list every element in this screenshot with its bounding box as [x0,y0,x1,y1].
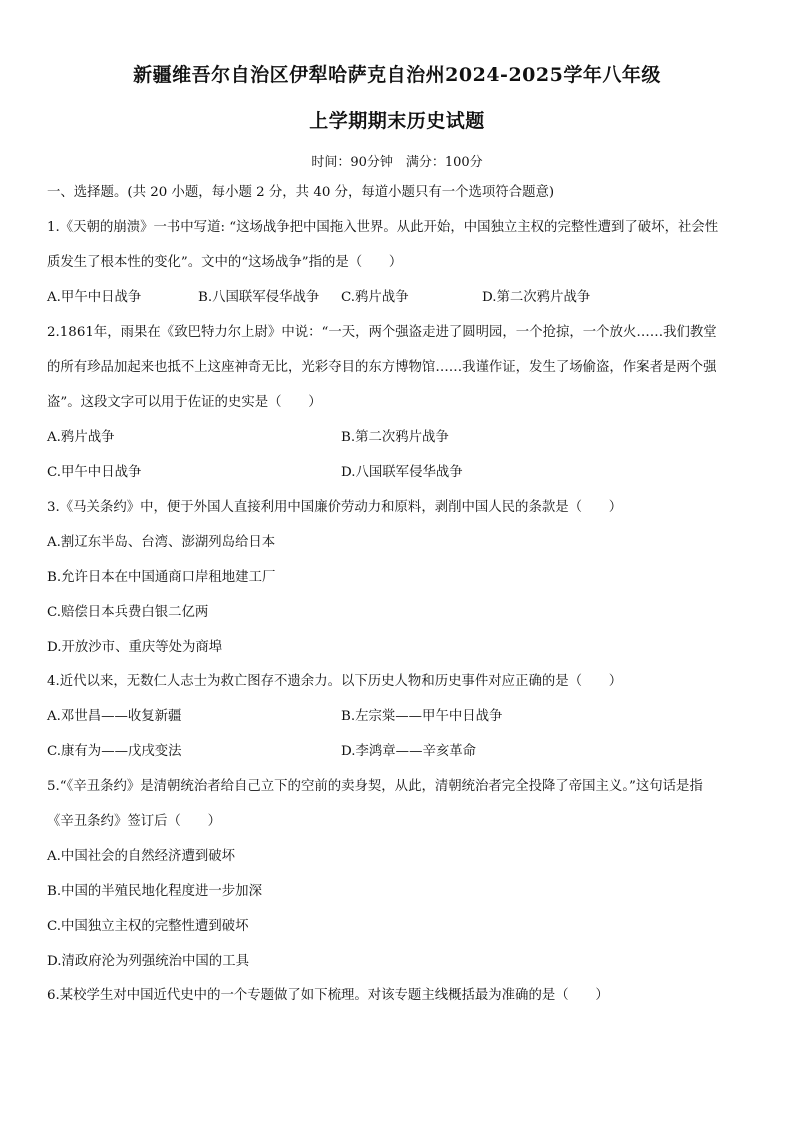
exam-title-line2: 上学期期末历史试题 [309,110,485,132]
question-3-option-a: A.割辽东半岛、台湾、澎湖列岛给日本 [47,535,276,550]
question-4-option-d: D.李鸿章——辛亥革命 [341,744,477,759]
section-heading: 一、选择题。(共 20 小题，每小题 2 分，共 40 分，每道小题只有一个选项符合题意) [47,185,555,200]
question-2-option-d: D.八国联军侵华战争 [341,465,463,480]
question-1-option-a: A.甲午中日战争 [47,290,142,305]
question-1-line-1: 1.《天朝的崩溃》一书中写道: “这场战争把中国拖入世界。从此开始，中国独立主权的完整性遭到了破坏，社会性 [47,220,719,235]
question-5-line-2: 《辛丑条约》签订后（ ） [47,814,222,829]
question-3-line-1: 3.《马关条约》中，便于外国人直接利用中国廉价劳动力和原料，剥削中国人民的条款是（ ） [47,500,623,515]
question-2-line-2: 的所有珍品加起来也抵不上这座神奇无比，光彩夺目的东方博物馆……我谨作证，发生了场偷盗，作案者是两个强 [47,360,717,375]
question-2-line-3: 盗”。这段文字可以用于佐证的史实是（ ） [47,395,322,410]
question-4-line-1: 4.近代以来，无数仁人志士为救亡图存不遗余力。以下历史人物和历史事件对应正确的是（ ） [47,674,623,689]
question-2-option-b: B.第二次鸦片战争 [341,430,449,445]
question-4-option-b: B.左宗棠——甲午中日战争 [341,709,503,724]
exam-title-line1: 新疆维吾尔自治区伊犁哈萨克自治州2024-2025学年八年级 [133,64,661,86]
question-5-option-c: C.中国独立主权的完整性遭到破坏 [47,919,249,934]
question-6-line-1: 6.某校学生对中国近代史中的一个专题做了如下梳理。对该专题主线概括最为准确的是（ ） [47,988,609,1003]
question-2-line-1: 2.1861年，雨果在《致巴特力尔上尉》中说：“一天，两个强盗走进了圆明园，一个抢掠，一个放火……我们教堂 [47,325,717,340]
question-2-option-a: A.鸦片战争 [47,430,115,445]
question-2-option-c: C.甲午中日战争 [47,465,142,480]
exam-meta: 时间：90分钟 满分：100分 [311,155,483,170]
question-1-option-b: B.八国联军侵华战争 [198,290,320,305]
question-4-option-c: C.康有为——戊戌变法 [47,744,182,759]
question-3-option-b: B.允许日本在中国通商口岸租地建工厂 [47,570,276,585]
question-5-option-d: D.清政府沦为列强统治中国的工具 [47,954,249,969]
question-5-option-a: A.中国社会的自然经济遭到破坏 [47,849,236,864]
question-1-line-2: 质发生了根本性的变化”。文中的“这场战争”指的是（ ） [47,255,403,270]
question-1-option-c: C.鸦片战争 [341,290,409,305]
question-1-option-d: D.第二次鸦片战争 [482,290,591,305]
question-5-option-b: B.中国的半殖民地化程度进一步加深 [47,884,262,899]
question-3-option-d: D.开放沙市、重庆等处为商埠 [47,640,223,655]
question-4-option-a: A.邓世昌——收复新疆 [47,709,182,724]
question-5-line-1: 5.“《辛丑条约》是清朝统治者给自己立下的空前的卖身契，从此，清朝统治者完全投降了帝国主义。”这句话是指 [47,779,703,794]
question-3-option-c: C.赔偿日本兵费白银二亿两 [47,605,209,620]
